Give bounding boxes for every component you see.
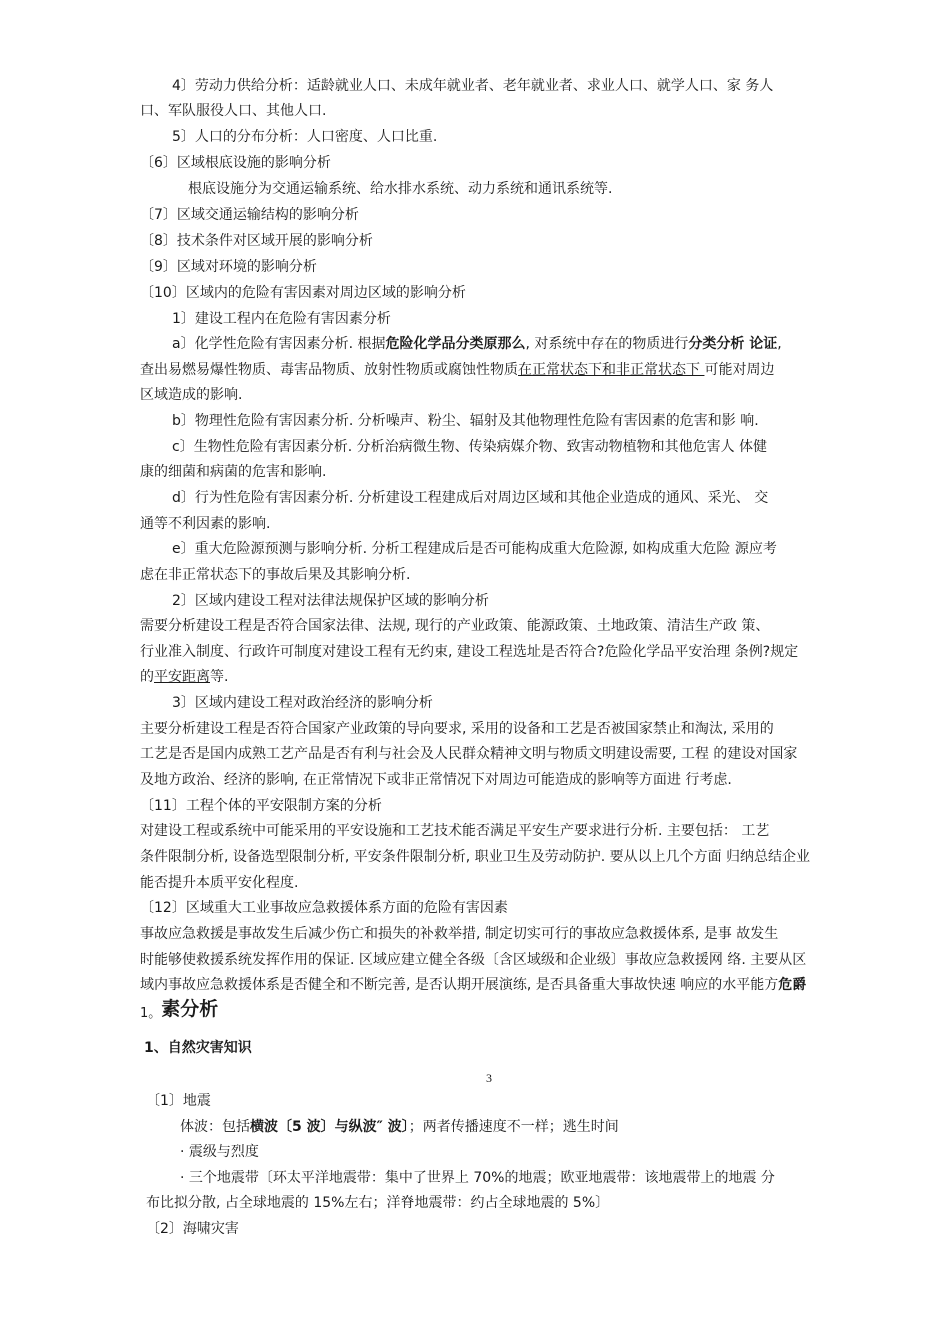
text-line: 对建设工程或系统中可能采用的平安设施和工艺技术能否满足平安生产要求进行分析. 主要包括： 工艺 [140,823,770,839]
section-heading: 〔2〕海啸灾害 [146,1221,239,1237]
text-line: 主要分析建设工程是否符合国家产业政策的导向要求, 采用的设备和工艺是否被国家禁止和淘汰, 采用的 [140,721,774,737]
text-line: 4〕劳动力供给分析：适龄就业人口、未成年就业者、老年就业者、求业人口、就学人口、家 务人 [172,78,774,94]
text-line: 根底设施分为交通运输系统、给水排水系统、动力系统和通讯系统等. [188,181,613,197]
text-line: 时能够使救援系统发挥作用的保证. 区域应建立健全各级〔含区域级和企业级〕事故应急救援网 络. 主要从区 [140,952,807,968]
bold-term: 横波〔5 波〕与纵波″ 波〕 [250,1119,409,1135]
heading-mark: 。 [148,1006,162,1021]
section-heading: 〔11〕工程个体的平安限制方案的分析 [140,798,382,814]
text-line: 康的细菌和病菌的危害和影响. [140,464,327,480]
text-line: 口、军队服役人口、其他人口. [140,103,327,119]
chapter-heading [140,996,218,1022]
text-line [180,1117,619,1137]
subsection-heading: 1〕建设工程内在危险有害因素分析 [172,311,391,327]
section-heading: 〔8〕技术条件对区域开展的影响分析 [140,233,373,249]
section-heading: 〔7〕区域交通运输结构的影响分析 [140,207,359,223]
heading-text: 素分析 [161,998,219,1020]
text-run: a〕化学性危险有害因素分析. 根据 [172,336,386,352]
text-line [140,975,806,995]
text-line: d〕行为性危险有害因素分析. 分析建设工程建成后对周边区域和其他企业造成的通风、采光、 交 [172,490,769,506]
text-run: 查出易燃易爆性物质、毒害品物质、放射性物质或腐蚀性物质 [140,362,518,378]
section-heading: 〔12〕区域重大工业事故应急救援体系方面的危险有害因素 [140,900,508,916]
heading-number: 1 [140,1006,149,1021]
text-run: 可能对周边 [704,362,775,378]
text-line: 能否提升本质平安化程度. [140,875,299,891]
text-line [140,667,228,687]
text-line [140,360,774,380]
subsection-heading: 2〕区域内建设工程对法律法规保护区域的影响分析 [172,593,489,609]
section-heading: 〔6〕区域根底设施的影响分析 [140,155,331,171]
underlined-term: 平安距离 [154,669,210,685]
text-line: 条件限制分析, 设备选型限制分析, 平安条件限制分析, 职业卫生及劳动防护. 要从以上几个方面 归纳总结企业 [140,849,811,865]
text-line: 区域造成的影响. [140,387,243,403]
bold-term: 分类分析 论证 [688,336,778,352]
text-run: 等. [210,669,229,685]
section-heading: 〔10〕区域内的危险有害因素对周边区域的影响分析 [140,285,466,301]
text-run: ；两者传播速度不一样；逃生时间 [408,1119,619,1135]
text-run: 域内事故应急救援体系是否健全和不断完善, 是否认期开展演练, 是否具备重大事故快速 响应的水平能方 [140,977,779,993]
underlined-term: 在正常状态下和非正常状态下 [518,362,705,378]
text-line: 工艺是否是国内成熟工艺产品是否有利与社会及人民群众精神文明与物质文明建设需要, 工程 的建设对国家 [140,746,798,762]
section-heading: 〔1〕地震 [146,1093,211,1109]
text-line: 需要分析建设工程是否符合国家法律、法规, 现行的产业政策、能源政策、土地政策、清洁生产政 策、 [140,618,770,634]
text-line: e〕重大危险源预测与影响分析. 分析工程建成后是否可能构成重大危险源, 如构成重大危险 源应考 [172,541,777,557]
section-heading: 〔9〕区域对环境的影响分析 [140,259,317,275]
bold-term: 危爵 [778,977,807,993]
text-run: , 对系统中存在的物质进行 [525,336,689,352]
topic-heading: 1、自然灾害知识 [144,1040,252,1056]
bullet-item: · 震级与烈度 [180,1144,259,1160]
bullet-item: · 三个地震带〔环太平洋地震带：集中了世界上 70%的地震；欧亚地震带：该地震带上的地震 分 [180,1170,775,1186]
text-run: , [777,336,782,352]
text-line: 5〕人口的分布分析：人口密度、人口比重. [172,129,438,145]
text-run: 体波：包括 [180,1119,250,1135]
text-line: 通等不利因素的影响. [140,516,271,532]
bold-term: 危险化学品分类原那么 [385,336,526,352]
text-line: 及地方政治、经济的影响, 在正常情况下或非正常情况下对周边可能造成的影响等方面进 行考虑. [140,772,732,788]
text-line: 事故应急救援是事故发生后减少伤亡和损失的补救举措, 制定切实可行的事故应急救援体系, 是事 故发生 [140,926,779,942]
text-line: 布比拟分散, 占全球地震的 15%左右；洋脊地震带：约占全球地震的 5%〕 [146,1195,610,1211]
page-number: 3 [486,1071,492,1085]
text-line [172,334,782,354]
subsection-heading: 3〕区域内建设工程对政治经济的影响分析 [172,695,433,711]
text-line: 行业准入制度、行政许可制度对建设工程有无约束, 建设工程选址是否符合?危险化学品平安治理 条例?规定 [140,644,799,660]
text-line: b〕物理性危险有害因素分析. 分析噪声、粉尘、辐射及其他物理性危险有害因素的危害和影 响. [172,413,759,429]
text-run: 的 [140,669,154,685]
text-line: c〕生物性危险有害因素分析. 分析治病微生物、传染病媒介物、致害动物植物和其他危害人 体健 [172,439,768,455]
text-line: 虑在非正常状态下的事故后果及其影响分析. [140,567,411,583]
